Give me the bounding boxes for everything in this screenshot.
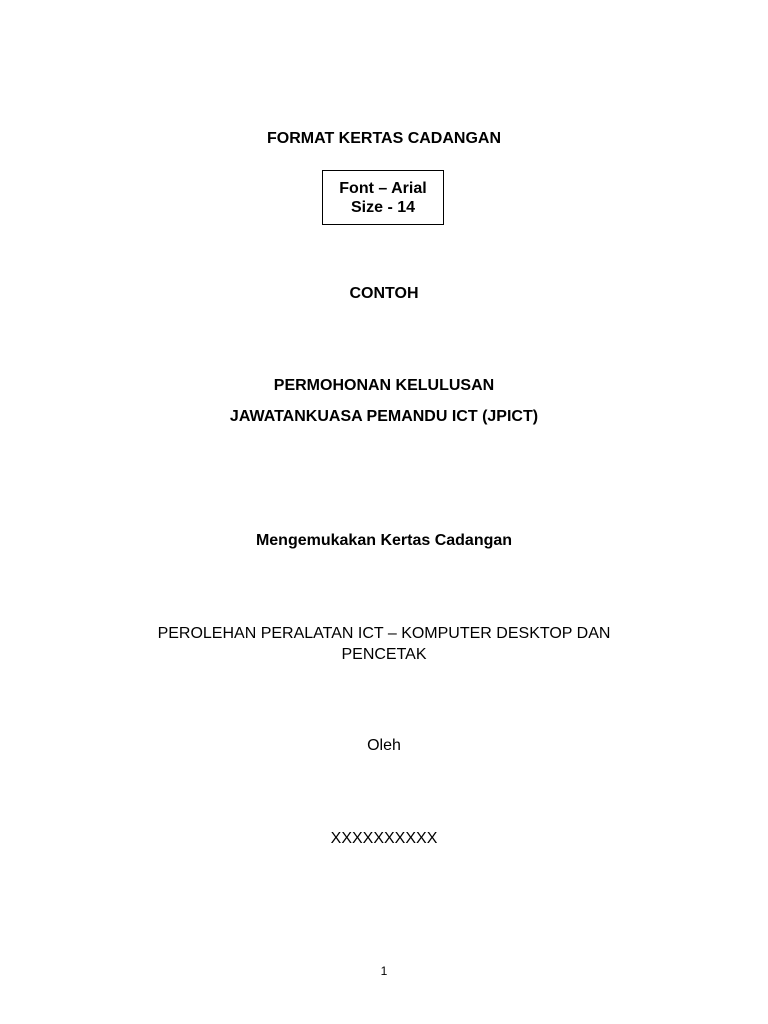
author-placeholder: XXXXXXXXXX [330,830,438,847]
document-title: FORMAT KERTAS CADANGAN [266,130,502,147]
font-note-line2: Size - 14 [350,198,416,216]
font-note-box [322,170,444,225]
subject-line2: PENCETAK [341,646,427,663]
example-label: CONTOH [349,285,419,302]
request-heading-line2: JAWATANKUASA PEMANDU ICT (JPICT) [229,408,539,425]
request-heading-line1: PERMOHONAN KELULUSAN [273,377,495,394]
subject-line1: PEROLEHAN PERALATAN ICT – KOMPUTER DESKTOP DAN [157,625,611,642]
by-label: Oleh [367,737,401,754]
page-number: 1 [380,964,388,978]
submission-label: Mengemukakan Kertas Cadangan [255,532,513,549]
subject-heading [0,623,768,665]
font-note-line1: Font – Arial [339,179,427,197]
